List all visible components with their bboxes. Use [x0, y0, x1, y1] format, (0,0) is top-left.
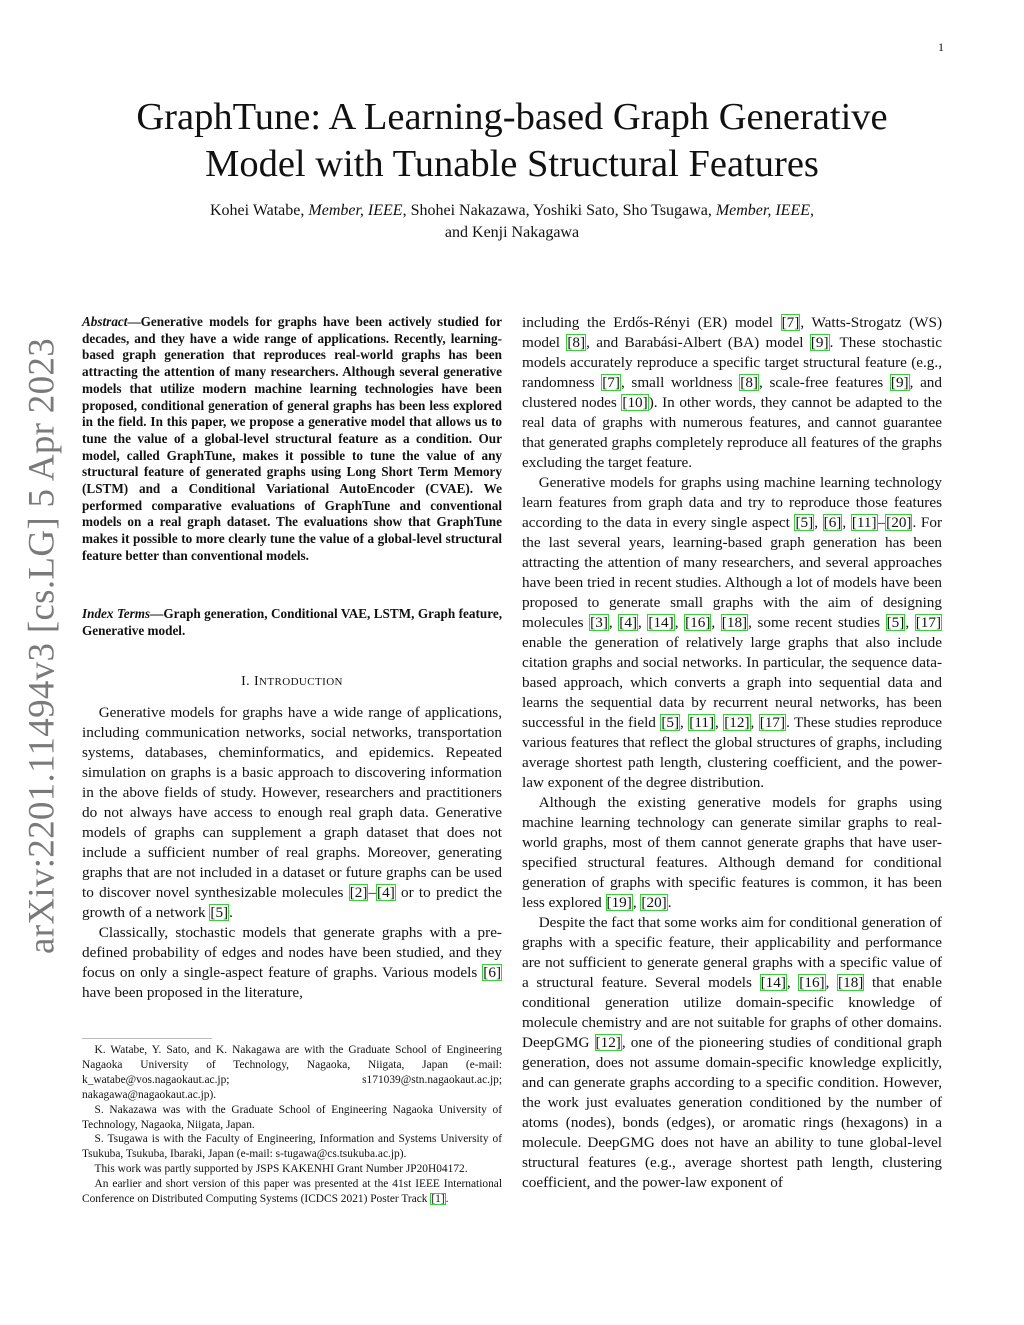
citation-link[interactable]: [ 12 ]	[723, 714, 750, 731]
paragraph-text: , Watts-Strogatz (WS) model	[522, 314, 942, 351]
citation-link[interactable]: [ 12 ]	[595, 1034, 622, 1051]
citation-link[interactable]: [ 16 ]	[684, 614, 711, 631]
footnotes	[82, 1043, 502, 1207]
paragraph-text: , and clustered nodes	[522, 374, 942, 411]
section-heading-introduction	[82, 674, 502, 690]
paragraph	[522, 913, 942, 1193]
citation-link[interactable]: [ 5 ]	[209, 904, 229, 921]
dash: –	[368, 884, 377, 901]
separator: ,	[905, 614, 915, 631]
citation-link[interactable]: [ 17 ]	[915, 614, 942, 631]
paragraph-text: , some recent studies	[748, 614, 886, 631]
citation-link[interactable]: [ 20 ]	[885, 514, 912, 531]
footnote: S. Nakazawa was with the Graduate School of Engineering Nagaoka University of Technology, Nagaoka, Niigata, Japan.	[82, 1103, 502, 1131]
paragraph-text: Classically, stochastic models that generate graphs with a pre-defined probability of edges and nodes have been studied, and they focus on only a single-aspect feature of graphs. Various models	[82, 924, 502, 981]
index-terms-text: —Graph generation, Conditional VAE, LSTM, Graph feature, Generative model.	[82, 606, 502, 638]
separator: ,	[608, 614, 619, 631]
index-terms-label: Index Terms	[82, 606, 151, 621]
citation-link[interactable]: [ 8 ]	[739, 374, 759, 391]
footnote: This work was partly supported by JSPS KAKENHI Grant Number JP20H04172.	[94, 1163, 468, 1176]
dash: –	[877, 514, 886, 531]
paragraph-text: Although the existing generative models for graphs using machine learning technology can generate similar graphs to real-world graphs, most of them cannot generate graphs that have user-specified structural features. Although demand for conditional generation of graphs with specific features is common, it has been less explored	[522, 794, 942, 911]
citation-link[interactable]: [ 14 ]	[647, 614, 674, 631]
paragraph-text: .	[667, 894, 672, 911]
citation-link[interactable]: [ 9 ]	[890, 374, 910, 391]
citation-link[interactable]: [ 16 ]	[798, 974, 825, 991]
separator: ,	[814, 514, 823, 531]
paper-title	[80, 94, 944, 188]
paragraph	[522, 793, 942, 913]
paragraph-text: . These stochastic models accurately reproduce a specific target structural feature (e.g., randomness	[522, 334, 942, 391]
citation-link[interactable]: [ 10 ]	[621, 394, 648, 411]
arxiv-stamp[interactable]	[20, 337, 64, 955]
citation-link[interactable]: [ 2 ]	[349, 884, 369, 901]
separator: ,	[750, 714, 759, 731]
paragraph-text: ). In other words, they cannot be adapted to the real data of graphs with numerous features, and cannot guarantee that generated graphs completely reproduce all features of the graphs excluding the target feature.	[522, 394, 942, 471]
separator: ,	[680, 714, 689, 731]
paragraph-text: or to predict the growth of a network	[82, 884, 502, 921]
citation-link[interactable]: [ 6 ]	[482, 964, 502, 981]
citation-link[interactable]: [ 11 ]	[688, 714, 715, 731]
citation-link[interactable]: [ 5 ]	[794, 514, 814, 531]
paragraph: Generative models for graphs have a wide range of applications, including communication networks, social networks, transportation systems, databases, cheminformatics, and epidemics. Repeated simulation on graphs is a basic approach to discovering information in the above fields of study. However, researchers and practitioners do not always have access to enough real graph data. Generative models of graphs can supplement a graph dataset that does not include a sufficient number of real graphs. Moreover, generating graphs that are not included in a dataset or future graphs can be used to discover novel synthesizable molecules [ 2 ] –[ 4 ] or to predict the growth of a network [ 5 ] .	[82, 703, 502, 923]
separator: ,	[638, 614, 648, 631]
authors-line-2: and Kenji Nakagawa	[444, 224, 580, 241]
paragraph-text: including the Erdős-Rényi (ER) model	[522, 314, 781, 331]
paragraph-text: have been proposed in the literature,	[82, 984, 303, 1001]
citation-link[interactable]: [ 18 ]	[721, 614, 748, 631]
index-terms	[82, 606, 502, 639]
author-text: Kohei Watabe,	[210, 202, 309, 219]
paragraph-text: Generative models for graphs have a wide range of applications, including communication networks, social networks, transportation systems, databases, cheminformatics, and epidemics. Repeated simulation on graphs is a basic approach to discovering information in the above fields of study. However, researchers and practitioners do not always have access to enough real graph data. Generative models of graphs can supplement a graph dataset that does not include a sufficient number of real graphs. Moreover, generating graphs that are not included in a dataset or future graphs can be used to discover novel synthesizable molecules	[82, 704, 502, 901]
citation-link[interactable]: [ 20 ]	[640, 894, 667, 911]
footnote	[82, 1177, 502, 1207]
paragraph-text: that enable conditional generation utilize domain-specific knowledge of molecule chemistry and are not suitable for graphs of other domains. DeepGMG	[522, 974, 942, 1051]
citation-link[interactable]: [ 17 ]	[759, 714, 786, 731]
separator: ,	[825, 974, 838, 991]
citation-link[interactable]: [ 4 ]	[618, 614, 638, 631]
paragraph-text: . For the last several years, learning-based graph generation has been attracting the attention of many researchers, and several approaches have been tried in recent studies. Although a lot of models have been proposed to generate small graphs with the aim of designing molecules	[522, 514, 943, 631]
author-text: , Shohei Nakazawa, Yoshiki Sato, Sho Tsugawa,	[402, 202, 716, 219]
separator: ,	[842, 514, 851, 531]
footnote-rule	[82, 1038, 212, 1039]
citation-link[interactable]: [ 14 ]	[760, 974, 787, 991]
title-line-2: Model with Tunable Structural Features	[205, 143, 819, 185]
section-initial: I	[253, 674, 260, 689]
paragraph-text: , scale-free features	[758, 374, 890, 391]
paragraph-text: enable the generation of relatively large graphs that also include citation graphs and social networks. In particular, the sequence data-based approach, which converts a graph into sequential data and learns the sequential data by recurrent neural networks, has been successful in the field	[522, 634, 942, 731]
section-title-smallcaps: NTRODUCTION	[259, 676, 343, 688]
paragraph-text: Despite the fact that some works aim for conditional generation of graphs with a specific feature, their applicability and performance are not sufficient to generate general graphs with a specific value of a structural feature. Several models	[522, 914, 942, 991]
introduction-text	[82, 703, 502, 1003]
paragraph	[522, 473, 942, 793]
author-membership: Member, IEEE,	[715, 202, 814, 219]
paragraph	[522, 313, 942, 473]
separator: ,	[711, 614, 721, 631]
footnote: K. Watabe, Y. Sato, and K. Nakagawa are with the Graduate School of Engineering Nagaoka University of Technology, Nagaoka, Niigata, Japan (e-mail: k_watabe@vos.nagaokaut.ac.jp; s171039@stn.nagaokaut.ac.jp; nakagawa@nagaokaut.ac.jp).	[82, 1044, 502, 1101]
paragraph-text: . These studies reproduce various features that reflect the global structures of graphs, including average shortest path length, clustering coefficient, and the power-law exponent of the degree distribution.	[522, 714, 943, 791]
section-number: I.	[241, 674, 254, 689]
citation-link[interactable]: [ 5 ]	[660, 714, 680, 731]
citation-link[interactable]: [ 11 ]	[851, 514, 878, 531]
right-column-text	[522, 313, 942, 1193]
footnote-text: .	[445, 1193, 449, 1206]
citation-link[interactable]: [ 5 ]	[886, 614, 906, 631]
paragraph-text: , small worldness	[620, 374, 740, 391]
separator: ,	[786, 974, 799, 991]
abstract	[82, 314, 502, 565]
paragraph-text: , and Barabási-Albert (BA) model	[586, 334, 810, 351]
authors-line-1	[80, 200, 944, 222]
citation-link[interactable]: [ 18 ]	[837, 974, 864, 991]
citation-link[interactable]: [ 3 ]	[589, 614, 609, 631]
author-list	[80, 200, 944, 244]
citation-link[interactable]: [ 8 ]	[566, 334, 586, 351]
abstract-label: Abstract	[82, 314, 128, 329]
paragraph	[82, 923, 502, 1003]
arxiv-stamp-text: arXiv:2201.11494v3 [cs.LG] 5 Apr 2023	[21, 337, 63, 955]
separator: ,	[632, 894, 641, 911]
separator: ,	[715, 714, 724, 731]
separator: ,	[674, 614, 685, 631]
abstract-text: —Generative models for graphs have been actively studied for decades, and they have a wide range of applications. Recently, learning-based graph generation that reproduces real-world graphs has been attracting the attention of many researchers. Although several generative models that utilize modern machine learning technologies have been proposed, conditional generation of general graphs has been less explored in the field. In this paper, we propose a generative model that allows us to tune the value of a global-level structural feature as a condition. Our model, called GraphTune, makes it possible to tune the value of any structural feature of generated graphs using Long Short Term Memory (LSTM) and a Conditional Variational AutoEncoder (CVAE). We performed comparative evaluations of GraphTune and conventional models on a real graph dataset. The evaluations show that GraphTune makes it possible to more clearly tune the value of a global-level structural feature better than conventional models.	[82, 314, 502, 563]
citation-link[interactable]: [ 4 ]	[376, 884, 396, 901]
page-number: 1	[938, 40, 944, 54]
citation-link[interactable]: [ 7 ]	[601, 374, 621, 391]
paragraph-text: Generative models for graphs using machine learning technology learn features from graph data and try to reproduce those features according to the data in every single aspect	[522, 474, 942, 531]
citation-link[interactable]: [ 1 ]	[430, 1193, 445, 1205]
citation-link[interactable]: [ 19 ]	[606, 894, 633, 911]
citation-link[interactable]: [ 7 ]	[781, 314, 801, 331]
citation-link[interactable]: [ 9 ]	[810, 334, 830, 351]
citation-link[interactable]: [ 6 ]	[823, 514, 843, 531]
paragraph-text: , one of the pioneering studies of conditional graph generation, does not assume domain-specific knowledge explicitly, and can generate graphs according to a specific condition. However, the work just evaluates generation conditioned by the number of atoms (nodes), bonds (edges), or aromatic rings (hexagons) in a molecule. DeepGMG does not have an ability to tune global-level structural features (e.g., average shortest path length, clustering coefficient, and the power-law exponent of	[522, 1034, 942, 1191]
footnote: S. Tsugawa is with the Faculty of Engineering, Information and Systems University of Tsukuba, Tsukuba, Ibaraki, Japan (e-mail: s-tugawa@cs.tsukuba.ac.jp).	[82, 1133, 502, 1161]
footnote-text: An earlier and short version of this paper was presented at the 41st IEEE International Conference on Distributed Computing Systems (ICDCS 2021) Poster Track	[82, 1178, 502, 1206]
title-line-1: GraphTune: A Learning-based Graph Generative	[136, 96, 888, 138]
author-membership: Member, IEEE	[308, 202, 403, 219]
